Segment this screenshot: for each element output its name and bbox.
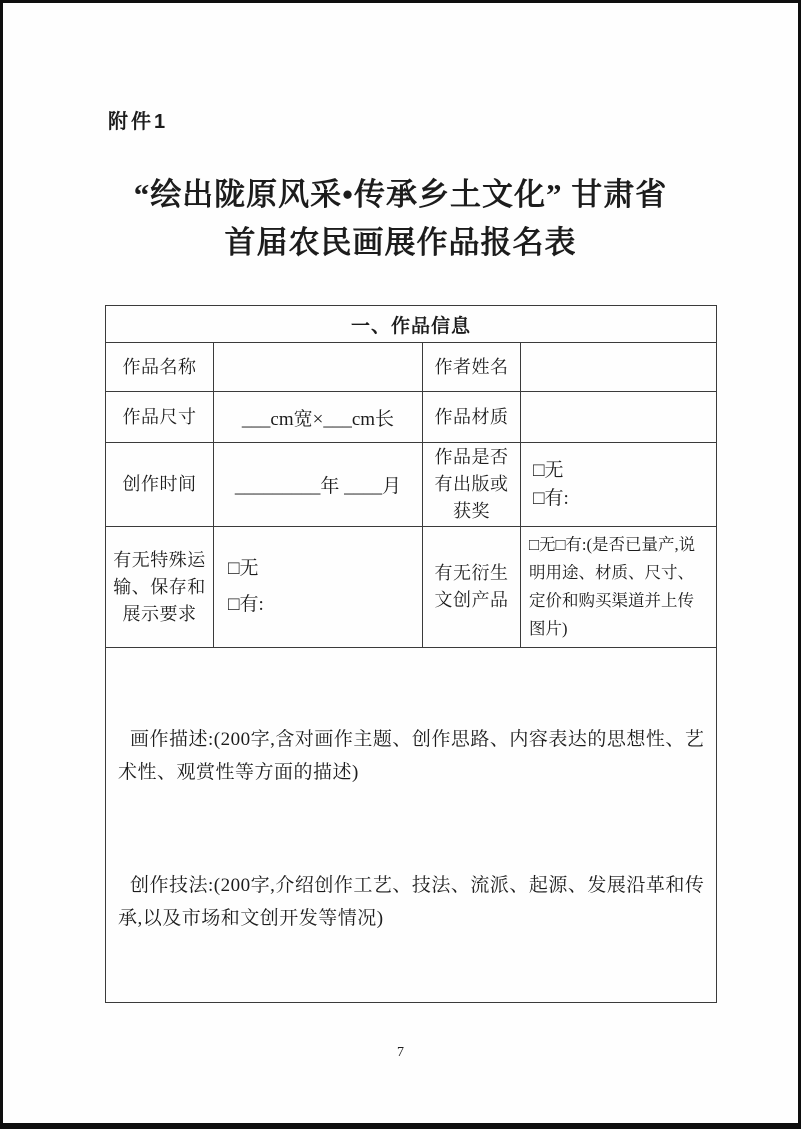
transport-label-cell: 有无特殊运输、保存和展示要求 — [106, 527, 214, 648]
scan-edge-left — [0, 0, 3, 1129]
table-section-header: 一、作品信息 — [106, 306, 717, 343]
derivative-label-cell: 有无衍生文创产品 — [423, 527, 521, 648]
transport-option-no: □无 — [228, 558, 259, 579]
transport-option-yes: □有: — [228, 594, 264, 615]
description-cell — [106, 648, 717, 1003]
transport-options-cell — [214, 527, 423, 648]
scan-edge-bottom — [0, 1123, 801, 1129]
published-option-yes: □有: — [533, 487, 569, 509]
creation-time-value-cell: _________年 ____月 — [214, 443, 423, 527]
form-title-line1: “绘出陇原风采•传承乡土文化” 甘肃省 — [133, 177, 668, 212]
creation-time-label-cell: 创作时间 — [106, 443, 214, 527]
page-number: 7 — [397, 1045, 404, 1060]
published-label-cell: 作品是否有出版或获奖 — [423, 443, 521, 527]
work-info-table — [105, 305, 717, 1003]
author-name-label-cell: 作者姓名 — [423, 343, 521, 392]
form-title-line2: 首届农民画展作品报名表 — [224, 225, 577, 260]
published-option-no: □无 — [533, 459, 564, 481]
material-value-cell — [521, 392, 717, 443]
work-name-value-cell — [214, 343, 423, 392]
scan-edge-top — [0, 0, 801, 3]
work-size-label-cell: 作品尺寸 — [106, 392, 214, 443]
work-size-value-cell: ___cm宽×___cm长 — [214, 392, 423, 443]
derivative-details-cell: □无□有:(是否已量产,说明用途、材质、尺寸、定价和购买渠道并上传图片) — [521, 527, 717, 648]
attachment-label: 附件1 — [108, 111, 169, 133]
form-title — [0, 171, 801, 267]
published-options-cell — [521, 443, 717, 527]
material-label-cell: 作品材质 — [423, 392, 521, 443]
work-name-label-cell: 作品名称 — [106, 343, 214, 392]
author-name-value-cell — [521, 343, 717, 392]
technique-prompt: 创作技法:(200字,介绍创作工艺、技法、流派、起源、发展沿革和传承,以及市场和文创开发等情况) — [118, 874, 705, 929]
description-prompt: 画作描述:(200字,含对画作主题、创作思路、内容表达的思想性、艺术性、观赏性等方面的描述) — [118, 728, 705, 783]
